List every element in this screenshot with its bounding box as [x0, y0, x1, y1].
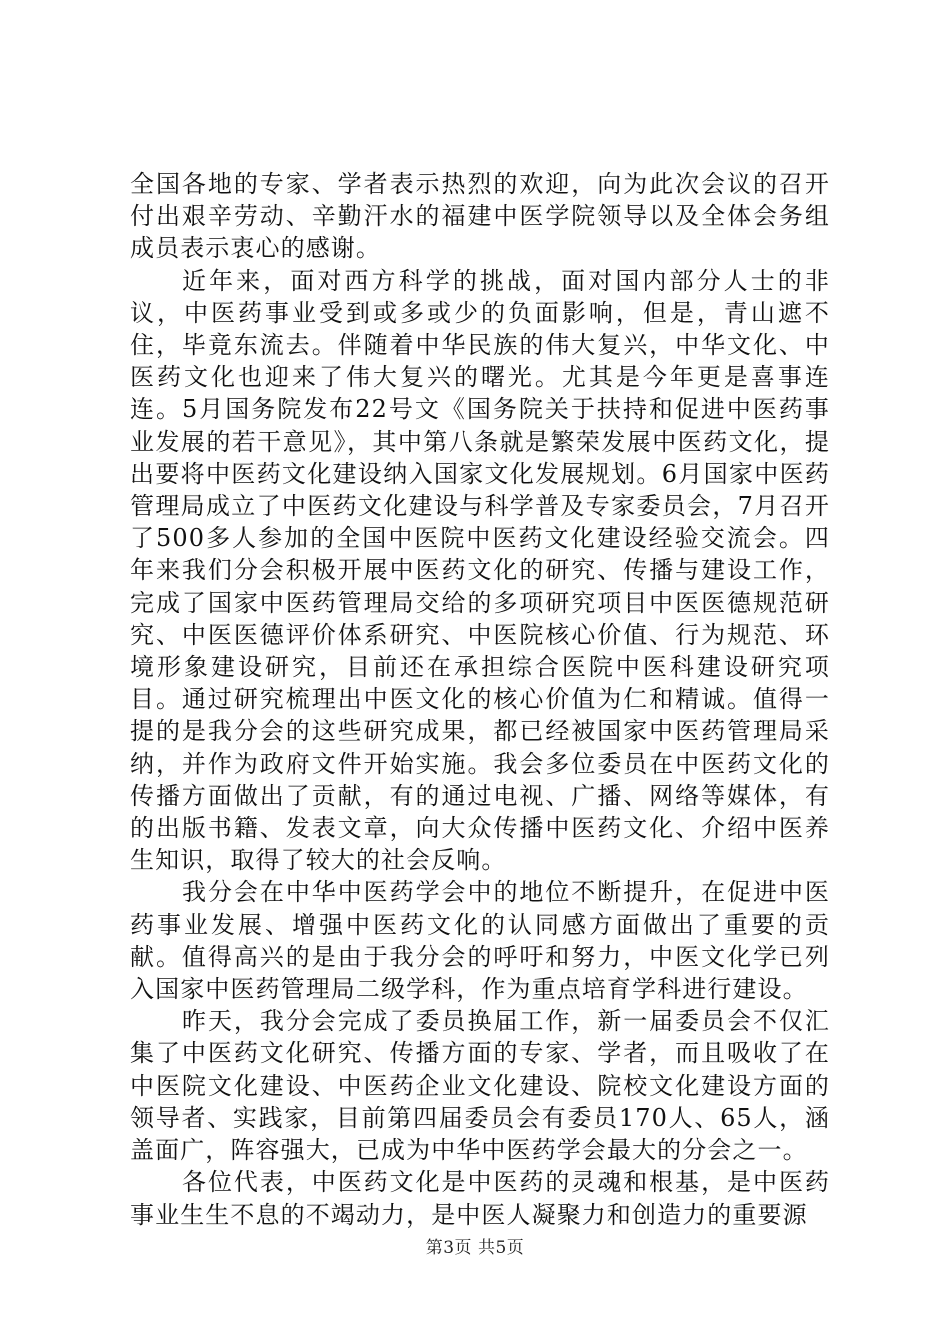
- paragraph-3: 我分会在中华中医药学会中的地位不断提升，在促进中医药事业发展、增强中医药文化的认同感方面做出了重要的贡献。值得高兴的是由于我分会的呼吁和努力，中医文化学已列入国家中医药管理局二级学科，作为重点培育学科进行建设。: [130, 878, 830, 1004]
- paragraph-5: 各位代表，中医药文化是中医药的灵魂和根基，是中医药事业生生不息的不竭动力，是中医人凝聚力和创造力的重要源: [130, 1168, 830, 1229]
- paragraph-1: 全国各地的专家、学者表示热烈的欢迎，向为此次会议的召开付出艰辛劳动、辛勤汗水的福建中医学院领导以及全体会务组成员表示衷心的感谢。: [130, 170, 830, 263]
- page-number-footer: 第3页 共5页: [425, 1238, 525, 1258]
- document-body: [130, 168, 830, 1231]
- paragraph-2: 近年来，面对西方科学的挑战，面对国内部分人士的非议，中医药事业受到或多或少的负面影响，但是，青山遮不住，毕竟东流去。伴随着中华民族的伟大复兴，中华文化、中医药文化也迎来了伟大复兴的曙光。尤其是今年更是喜事连连。5月国务院发布22号文《国务院关于扶持和促进中医药事业发展的若干意见》，其中第八条就是繁荣发展中医药文化，提出要将中医药文化建设纳入国家文化发展规划。6月国家中医药管理局成立了中医药文化建设与科学普及专家委员会，7月召开了500多人参加的全国中医院中医药文化建设经验交流会。四年来我们分会积极开展中医药文化的研究、传播与建设工作，完成了国家中医药管理局交给的多项研究项目中医医德规范研究、中医医德评价体系研究、中医院核心价值、行为规范、环境形象建设研究，目前还在承担综合医院中医科建设研究项目。通过研究梳理出中医文化的核心价值为仁和精诚。值得一提的是我分会的这些研究成果，都已经被国家中医药管理局采纳，并作为政府文件开始实施。我会多位委员在中医药文化的传播方面做出了贡献，有的通过电视、广播、网络等媒体，有的出版书籍、发表文章，向大众传播中医药文化、介绍中医养生知识，取得了较大的社会反响。: [130, 266, 830, 875]
- paragraph-4: 昨天，我分会完成了委员换届工作，新一届委员会不仅汇集了中医药文化研究、传播方面的专家、学者，而且吸收了在中医院文化建设、中医药企业文化建设、院校文化建设方面的领导者、实践家，目前第四届委员会有委员170人、65人，涵盖面广，阵容强大，已成为中华中医药学会最大的分会之一。: [130, 1007, 830, 1165]
